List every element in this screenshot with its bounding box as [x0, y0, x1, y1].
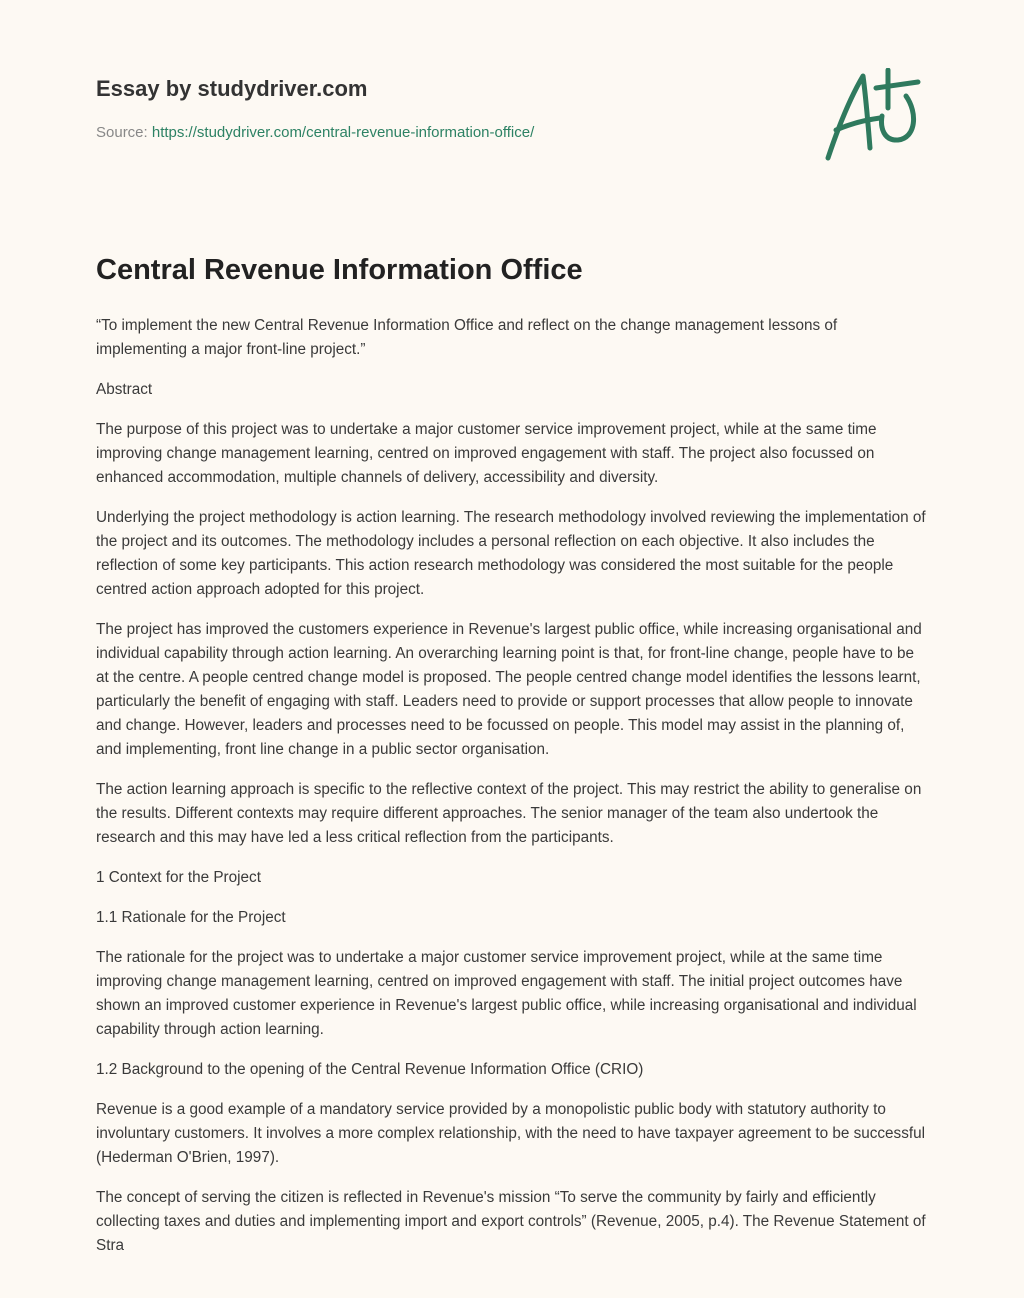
paragraph: The action learning approach is specific to the reflective context of the project. This may restrict the ability to generalise on the results. Different contexts may require different approaches. The senior manager of the team also undertook the research and this may have led a less critical reflection from the participants.: [96, 781, 922, 846]
page-header: [0, 0, 1024, 200]
a-plus-logo-icon: [818, 68, 928, 164]
site-brand: Essay by studydriver.com: [96, 76, 368, 101]
source-line: [96, 124, 534, 141]
paragraph: “To implement the new Central Revenue Information Office and reflect on the change management lessons of implementing a major front-line project.”: [96, 317, 838, 358]
paragraph: The project has improved the customers experience in Revenue's largest public office, while increasing organisational and individual capability through action learning. An overarching learning point is that, for front-line change, people have to be at the centre. A people centred change model is proposed. The people centred change model identifies the lessons learnt, particularly the benefit of engaging with staff. Leaders need to provide or support processes that allow people to innovate and change. However, leaders and processes need to be focussed on people. This model may assist in the planning of, and implementing, front line change in a public sector organisation.: [96, 621, 922, 758]
source-label: Source:: [96, 124, 148, 141]
paragraph: Revenue is a good example of a mandatory service provided by a monopolistic public body with statutory authority to involuntary customers. It involves a more complex relationship, with the need to have taxpayer agreement to be successful (Hederman O'Brien, 1997).: [96, 1101, 926, 1166]
paragraph: The purpose of this project was to undertake a major customer service improvement project, while at the same time improving change management learning, centred on improved engagement with staff. The project also focussed on enhanced accommodation, multiple channels of delivery, accessibility and diversity.: [96, 421, 877, 486]
section-heading: Abstract: [96, 381, 153, 398]
section-heading: 1.1 Rationale for the Project: [96, 909, 286, 926]
paragraph: Underlying the project methodology is action learning. The research methodology involved reviewing the implementation of the project and its outcomes. The methodology includes a personal reflection on each objective. It also includes the reflection of some key participants. This action research methodology was considered the most suitable for the people centred action approach adopted for this project.: [96, 509, 926, 598]
paragraph: The rationale for the project was to undertake a major customer service improvement project, while at the same time improving change management learning, centred on improved engagement with staff. The initial project outcomes have shown an improved customer experience in Revenue's largest public office, while increasing organisational and individual capability through action learning.: [96, 949, 917, 1038]
essay-body: [96, 314, 928, 1274]
essay-title: Central Revenue Information Office: [96, 254, 583, 286]
section-heading: 1 Context for the Project: [96, 869, 261, 886]
paragraph: The concept of serving the citizen is reflected in Revenue's mission “To serve the community by fairly and efficiently collecting taxes and duties and implementing import and export controls” (Revenue, 2005, p.4). The Revenue Statement of Stra: [96, 1189, 926, 1254]
section-heading: 1.2 Background to the opening of the Central Revenue Information Office (CRIO): [96, 1061, 644, 1078]
source-link[interactable]: https://studydriver.com/central-revenue-information-office/: [151, 124, 535, 141]
